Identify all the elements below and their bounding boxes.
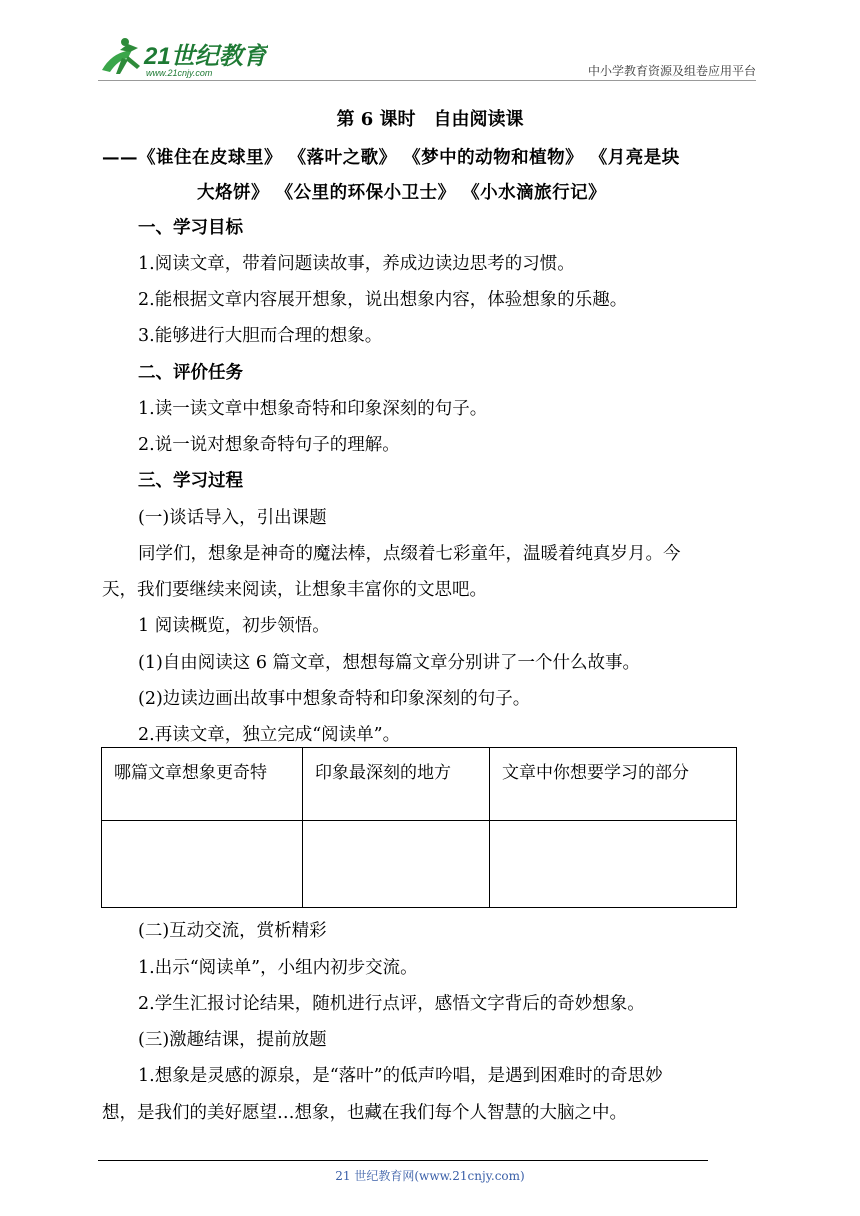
- paragraph: 同学们，想象是神奇的魔法棒，点缀着七彩童年，温暖着纯真岁月。今: [138, 544, 681, 564]
- section-heading-goals: 一、学习目标: [138, 218, 243, 238]
- paragraph: (2)边读边画出故事中想象奇特和印象深刻的句子。: [138, 689, 531, 709]
- table-header-cell: 哪篇文章想象更奇特: [102, 748, 303, 821]
- paragraph: 天，我们要继续来阅读，让想象丰富你的文思吧。: [102, 580, 487, 600]
- goal-item: 3.能够进行大胆而合理的想象。: [138, 326, 383, 346]
- page-title: 第 6 课时 自由阅读课: [336, 109, 524, 130]
- table-header-cell: 文章中你想要学习的部分: [490, 748, 737, 821]
- paragraph: 1.想象是灵感的源泉，是“落叶”的低声吟唱，是遇到困难时的奇思妙: [138, 1066, 663, 1086]
- runner-logo-icon: [98, 36, 268, 80]
- header-divider: [98, 80, 756, 81]
- table-cell-empty: [490, 821, 737, 908]
- step-heading: (一)谈话导入，引出课题: [138, 508, 327, 528]
- paragraph: 2.再读文章，独立完成“阅读单”。: [138, 725, 401, 745]
- step-heading: (二)互动交流，赏析精彩: [138, 921, 327, 941]
- goal-item: 1.阅读文章，带着问题读故事，养成边读边思考的习惯。: [138, 254, 575, 274]
- table-header-cell: 印象最深刻的地方: [303, 748, 490, 821]
- reading-sheet-table: [101, 747, 737, 908]
- section-heading-process: 三、学习过程: [138, 471, 243, 491]
- paragraph: 想，是我们的美好愿望…想象，也藏在我们每个人智慧的大脑之中。: [102, 1103, 627, 1123]
- logo-url: www.21cnjy.com: [146, 68, 213, 78]
- section-heading-tasks: 二、评价任务: [138, 363, 243, 383]
- paragraph: 1.出示“阅读单”，小组内初步交流。: [138, 958, 418, 978]
- step-heading: (三)激趣结课，提前放题: [138, 1030, 327, 1050]
- paragraph: (1)自由阅读这 6 篇文章，想想每篇文章分别讲了一个什么故事。: [138, 653, 641, 673]
- subtitle-line-1: ——《谁住在皮球里》 《落叶之歌》 《梦中的动物和植物》 《月亮是块: [102, 148, 680, 168]
- footer-link[interactable]: 21 世纪教育网(www.21cnjy.com): [335, 1169, 525, 1183]
- task-item: 2.说一说对想象奇特句子的理解。: [138, 435, 400, 455]
- table-row: [102, 821, 737, 908]
- table-header-row: [102, 748, 737, 821]
- site-logo: [98, 36, 268, 80]
- paragraph: 1 阅读概览，初步领悟。: [138, 616, 330, 636]
- task-item: 1.读一读文章中想象奇特和印象深刻的句子。: [138, 399, 488, 419]
- logo-text: 21世纪教育: [144, 43, 267, 70]
- footer-divider: [98, 1160, 708, 1161]
- table-cell-empty: [102, 821, 303, 908]
- table-cell-empty: [303, 821, 490, 908]
- platform-name: 中小学教育资源及组卷应用平台: [587, 64, 756, 78]
- subtitle-line-2: 大烙饼》 《公里的环保小卫士》 《小水滴旅行记》: [197, 183, 607, 203]
- goal-item: 2.能根据文章内容展开想象，说出想象内容，体验想象的乐趣。: [138, 290, 628, 310]
- paragraph: 2.学生汇报讨论结果，随机进行点评，感悟文字背后的奇妙想象。: [138, 994, 645, 1014]
